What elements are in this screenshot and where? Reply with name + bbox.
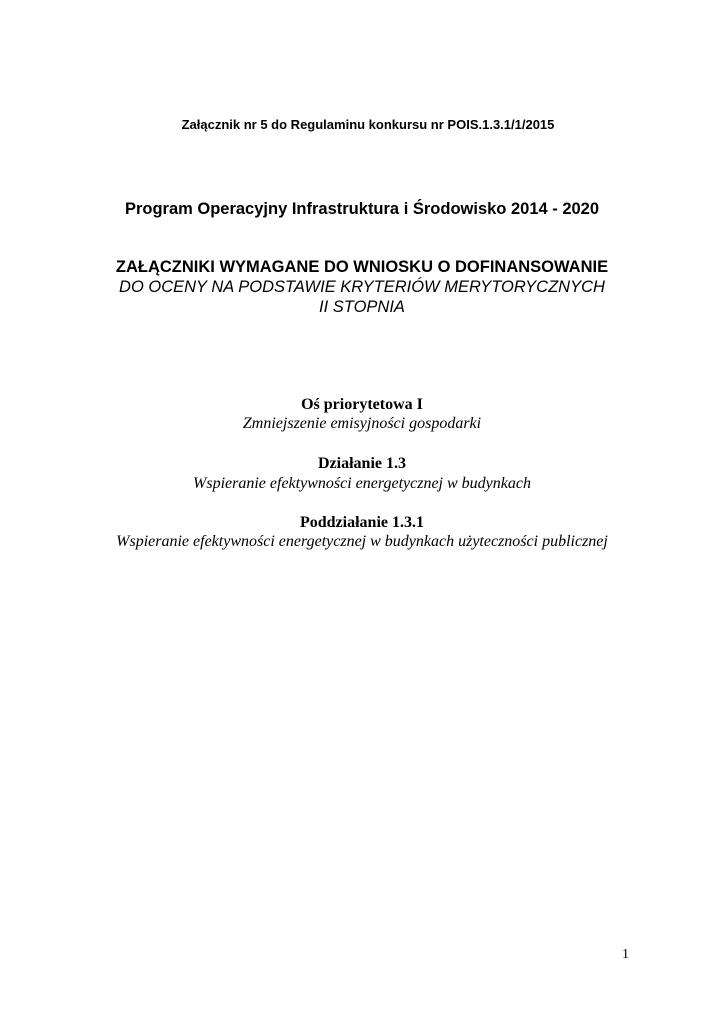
priority-axis-name: Zmniejszenie emisyjności gospodarki <box>242 415 482 432</box>
priority-axis-label: Oś priorytetowa I <box>301 396 423 413</box>
action-name: Wspieranie efektywności energetycznej w budynkach <box>193 475 531 492</box>
sub-action-name: Wspieranie efektywności energetycznej w budynkach użyteczności publicznej <box>116 533 608 550</box>
annex-reference: Załącznik nr 5 do Regulaminu konkursu nr POIS.1.3.1/1/2015 <box>181 117 555 132</box>
page-number: 1 <box>622 947 629 962</box>
heading-subtitle-line2: II STOPNIA <box>319 298 405 316</box>
heading-subtitle-line1: DO OCENY NA PODSTAWIE KRYTERIÓW MERYTORYCZNYCH <box>119 278 605 296</box>
program-title: Program Operacyjny Infrastruktura i Środowisko 2014 - 2020 <box>124 200 600 218</box>
sub-action-label: Poddziałanie 1.3.1 <box>299 514 424 531</box>
main-heading: ZAŁĄCZNIKI WYMAGANE DO WNIOSKU O DOFINANSOWANIE <box>115 258 609 276</box>
action-label: Działanie 1.3 <box>318 455 406 472</box>
